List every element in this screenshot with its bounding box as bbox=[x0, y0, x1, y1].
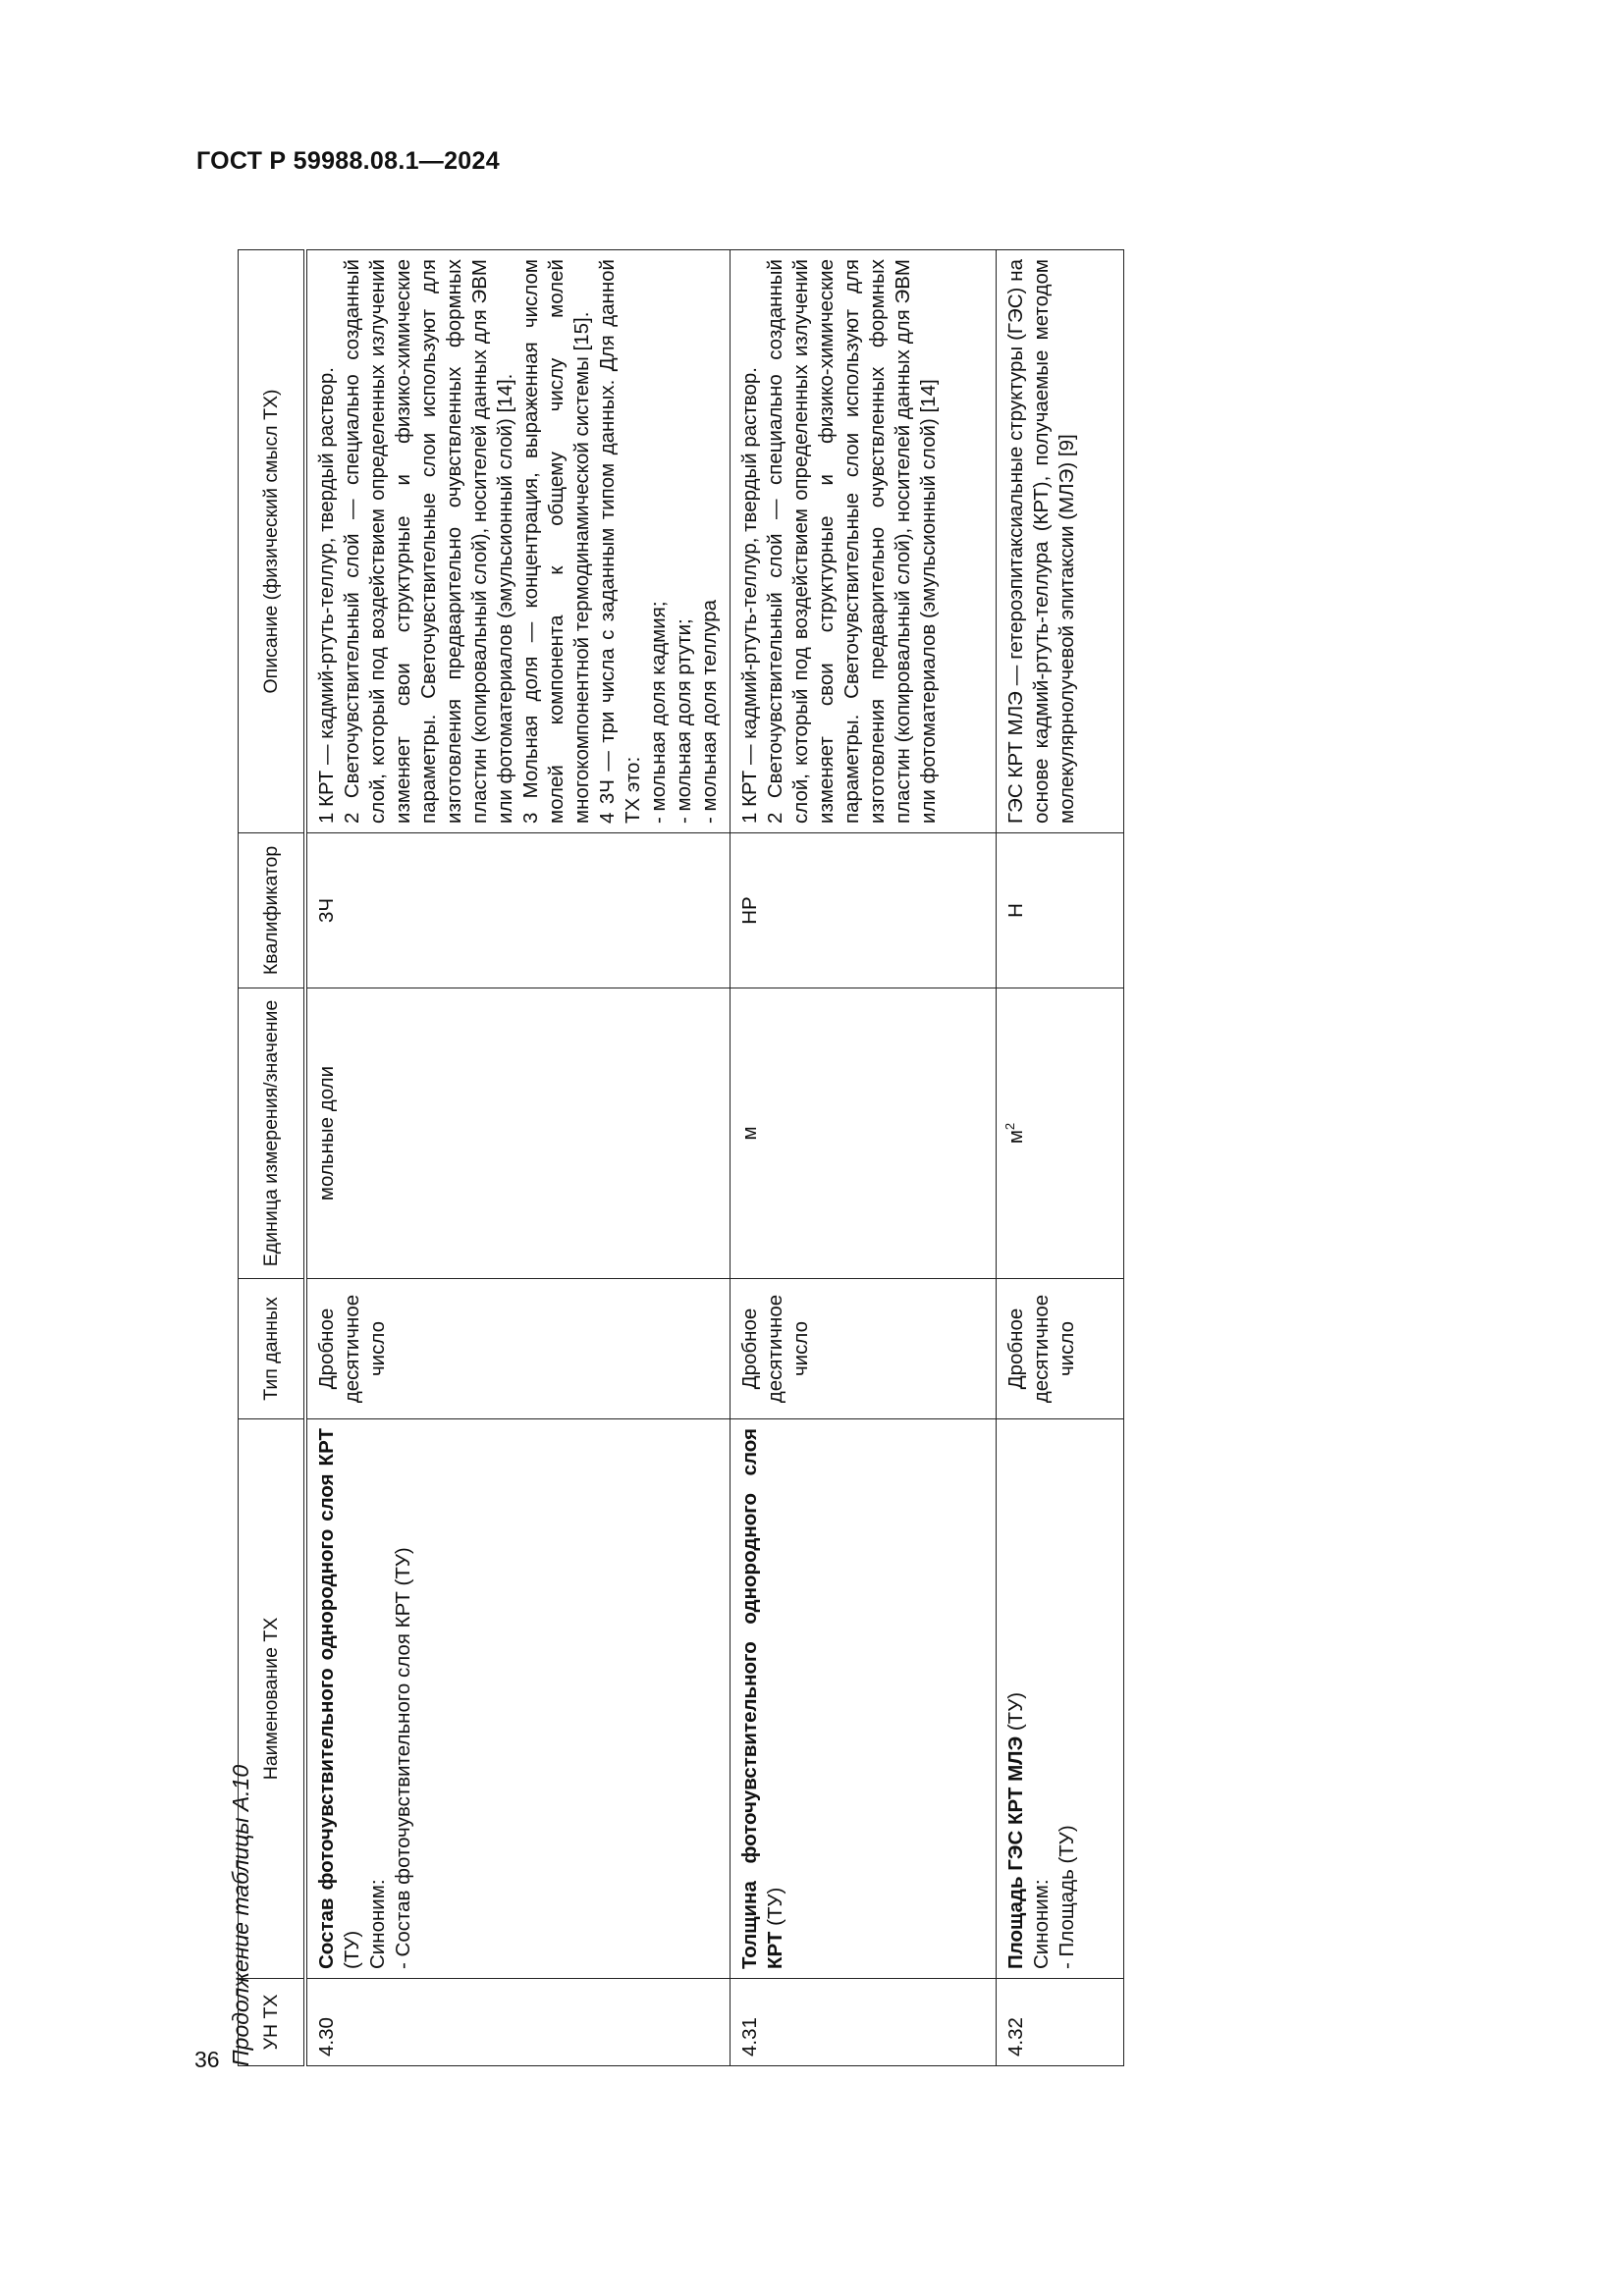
cell-id: 4.30 bbox=[305, 1979, 731, 2066]
name-suffix: (ТУ) bbox=[341, 1930, 363, 1969]
unit-base: м bbox=[1004, 1130, 1027, 1145]
table-row bbox=[305, 250, 731, 2066]
table-header-row bbox=[239, 250, 306, 2066]
desc-line: 1 КРТ — кадмий-ртуть-теллур, твердый раствор. bbox=[315, 367, 338, 824]
cell-description bbox=[731, 250, 997, 833]
desc-line: 2 Светочувствительный слой — специально созданный слой, который под воздействием определенных излучений изменяет свои структурные и физико-химические параметры. Светочувствительные слои используют для изготовления предварительно очувствленных формных пластин (копировальный слой), носителей данных для ЭВМ или фотоматериалов (эмульсионный слой) [14] bbox=[764, 259, 940, 824]
header-unit: Единица измерения/значение bbox=[239, 988, 306, 1279]
cell-id: 4.31 bbox=[731, 1979, 997, 2066]
cell-qualifier: НР bbox=[731, 833, 997, 988]
desc-line: 2 Светочувствительный слой — специально созданный слой, который под воздействием определенных излучений изменяет свои структурные и физико-химические параметры. Светочувствительные слои используют для изготовления предварительно очувствленных формных пластин (копировальный слой), носителей данных для ЭВМ или фотоматериалов (эмульсионный слой) [14]. bbox=[341, 259, 516, 824]
desc-line: 3 Мольная доля — концентрация, выраженная числом молей компонента к общему числу молей многокомпонентной термодинамической системы [15]. bbox=[519, 259, 593, 824]
rotated-table-block bbox=[228, 250, 1141, 2066]
desc-line: 1 КРТ — кадмий-ртуть-теллур, твердый раствор. bbox=[738, 367, 761, 824]
table-row bbox=[731, 250, 997, 2066]
cell-qualifier: 3Ч bbox=[305, 833, 731, 988]
table-row bbox=[997, 250, 1124, 2066]
document-code: ГОСТ Р 59988.08.1—2024 bbox=[196, 147, 500, 175]
cell-unit bbox=[997, 988, 1124, 1279]
desc-line: - мольная доля теллура bbox=[698, 599, 721, 824]
cell-name bbox=[305, 1419, 731, 1979]
name-suffix: (ТУ) bbox=[764, 1887, 786, 1932]
cell-type: Дробное десятичное число bbox=[731, 1279, 997, 1419]
synonym: - Состав фоточувствительного слоя КРТ (ТУ) bbox=[392, 1547, 414, 1969]
synonym: - Площадь (ТУ) bbox=[1056, 1825, 1078, 1969]
header-qualifier: Квалификатор bbox=[239, 833, 306, 988]
cell-description bbox=[997, 250, 1124, 833]
cell-type: Дробное десятичное число bbox=[305, 1279, 731, 1419]
data-table bbox=[238, 249, 1124, 2066]
cell-unit: мольные доли bbox=[305, 988, 731, 1279]
cell-name bbox=[997, 1419, 1124, 1979]
cell-id: 4.32 bbox=[997, 1979, 1124, 2066]
header-name: Наименование ТХ bbox=[239, 1419, 306, 1979]
name-bold: Состав фоточувствительного однородного слоя КРТ bbox=[315, 1428, 338, 1969]
name-bold: Толщина фоточувствительного однородного слоя КРТ bbox=[738, 1428, 786, 1969]
synonym-label: Синоним: bbox=[366, 1879, 389, 1969]
desc-line: ГЭС КРТ МЛЭ — гетероэпитаксиальные структуры (ГЭС) на основе кадмий-ртуть-теллура (КРТ), получаемые методом молекулярнолучевой эпитаксии (МЛЭ) [9] bbox=[1004, 259, 1078, 824]
table-caption: Продолжение таблицы А.10 bbox=[228, 1764, 253, 2066]
cell-unit: м bbox=[731, 988, 997, 1279]
name-bold: Площадь ГЭС КРТ МЛЭ bbox=[1004, 1735, 1027, 1969]
header-id: УН ТХ bbox=[239, 1979, 306, 2066]
cell-name bbox=[731, 1419, 997, 1979]
cell-qualifier: Н bbox=[997, 833, 1124, 988]
unit-exponent: 2 bbox=[1002, 1122, 1018, 1131]
desc-line: - мольная доля кадмия; bbox=[647, 601, 670, 824]
page-number: 36 bbox=[194, 2047, 220, 2072]
header-description: Описание (физический смысл ТХ) bbox=[239, 250, 306, 833]
cell-description bbox=[305, 250, 731, 833]
cell-type: Дробное десятичное число bbox=[997, 1279, 1124, 1419]
desc-line: 4 3Ч — три числа с заданным типом данных. Для данной ТХ это: bbox=[596, 259, 644, 824]
desc-line: - мольная доля ртути; bbox=[673, 618, 695, 824]
synonym-label: Синоним: bbox=[1030, 1879, 1053, 1969]
header-type: Тип данных bbox=[239, 1279, 306, 1419]
name-suffix: (ТУ) bbox=[1004, 1691, 1027, 1736]
